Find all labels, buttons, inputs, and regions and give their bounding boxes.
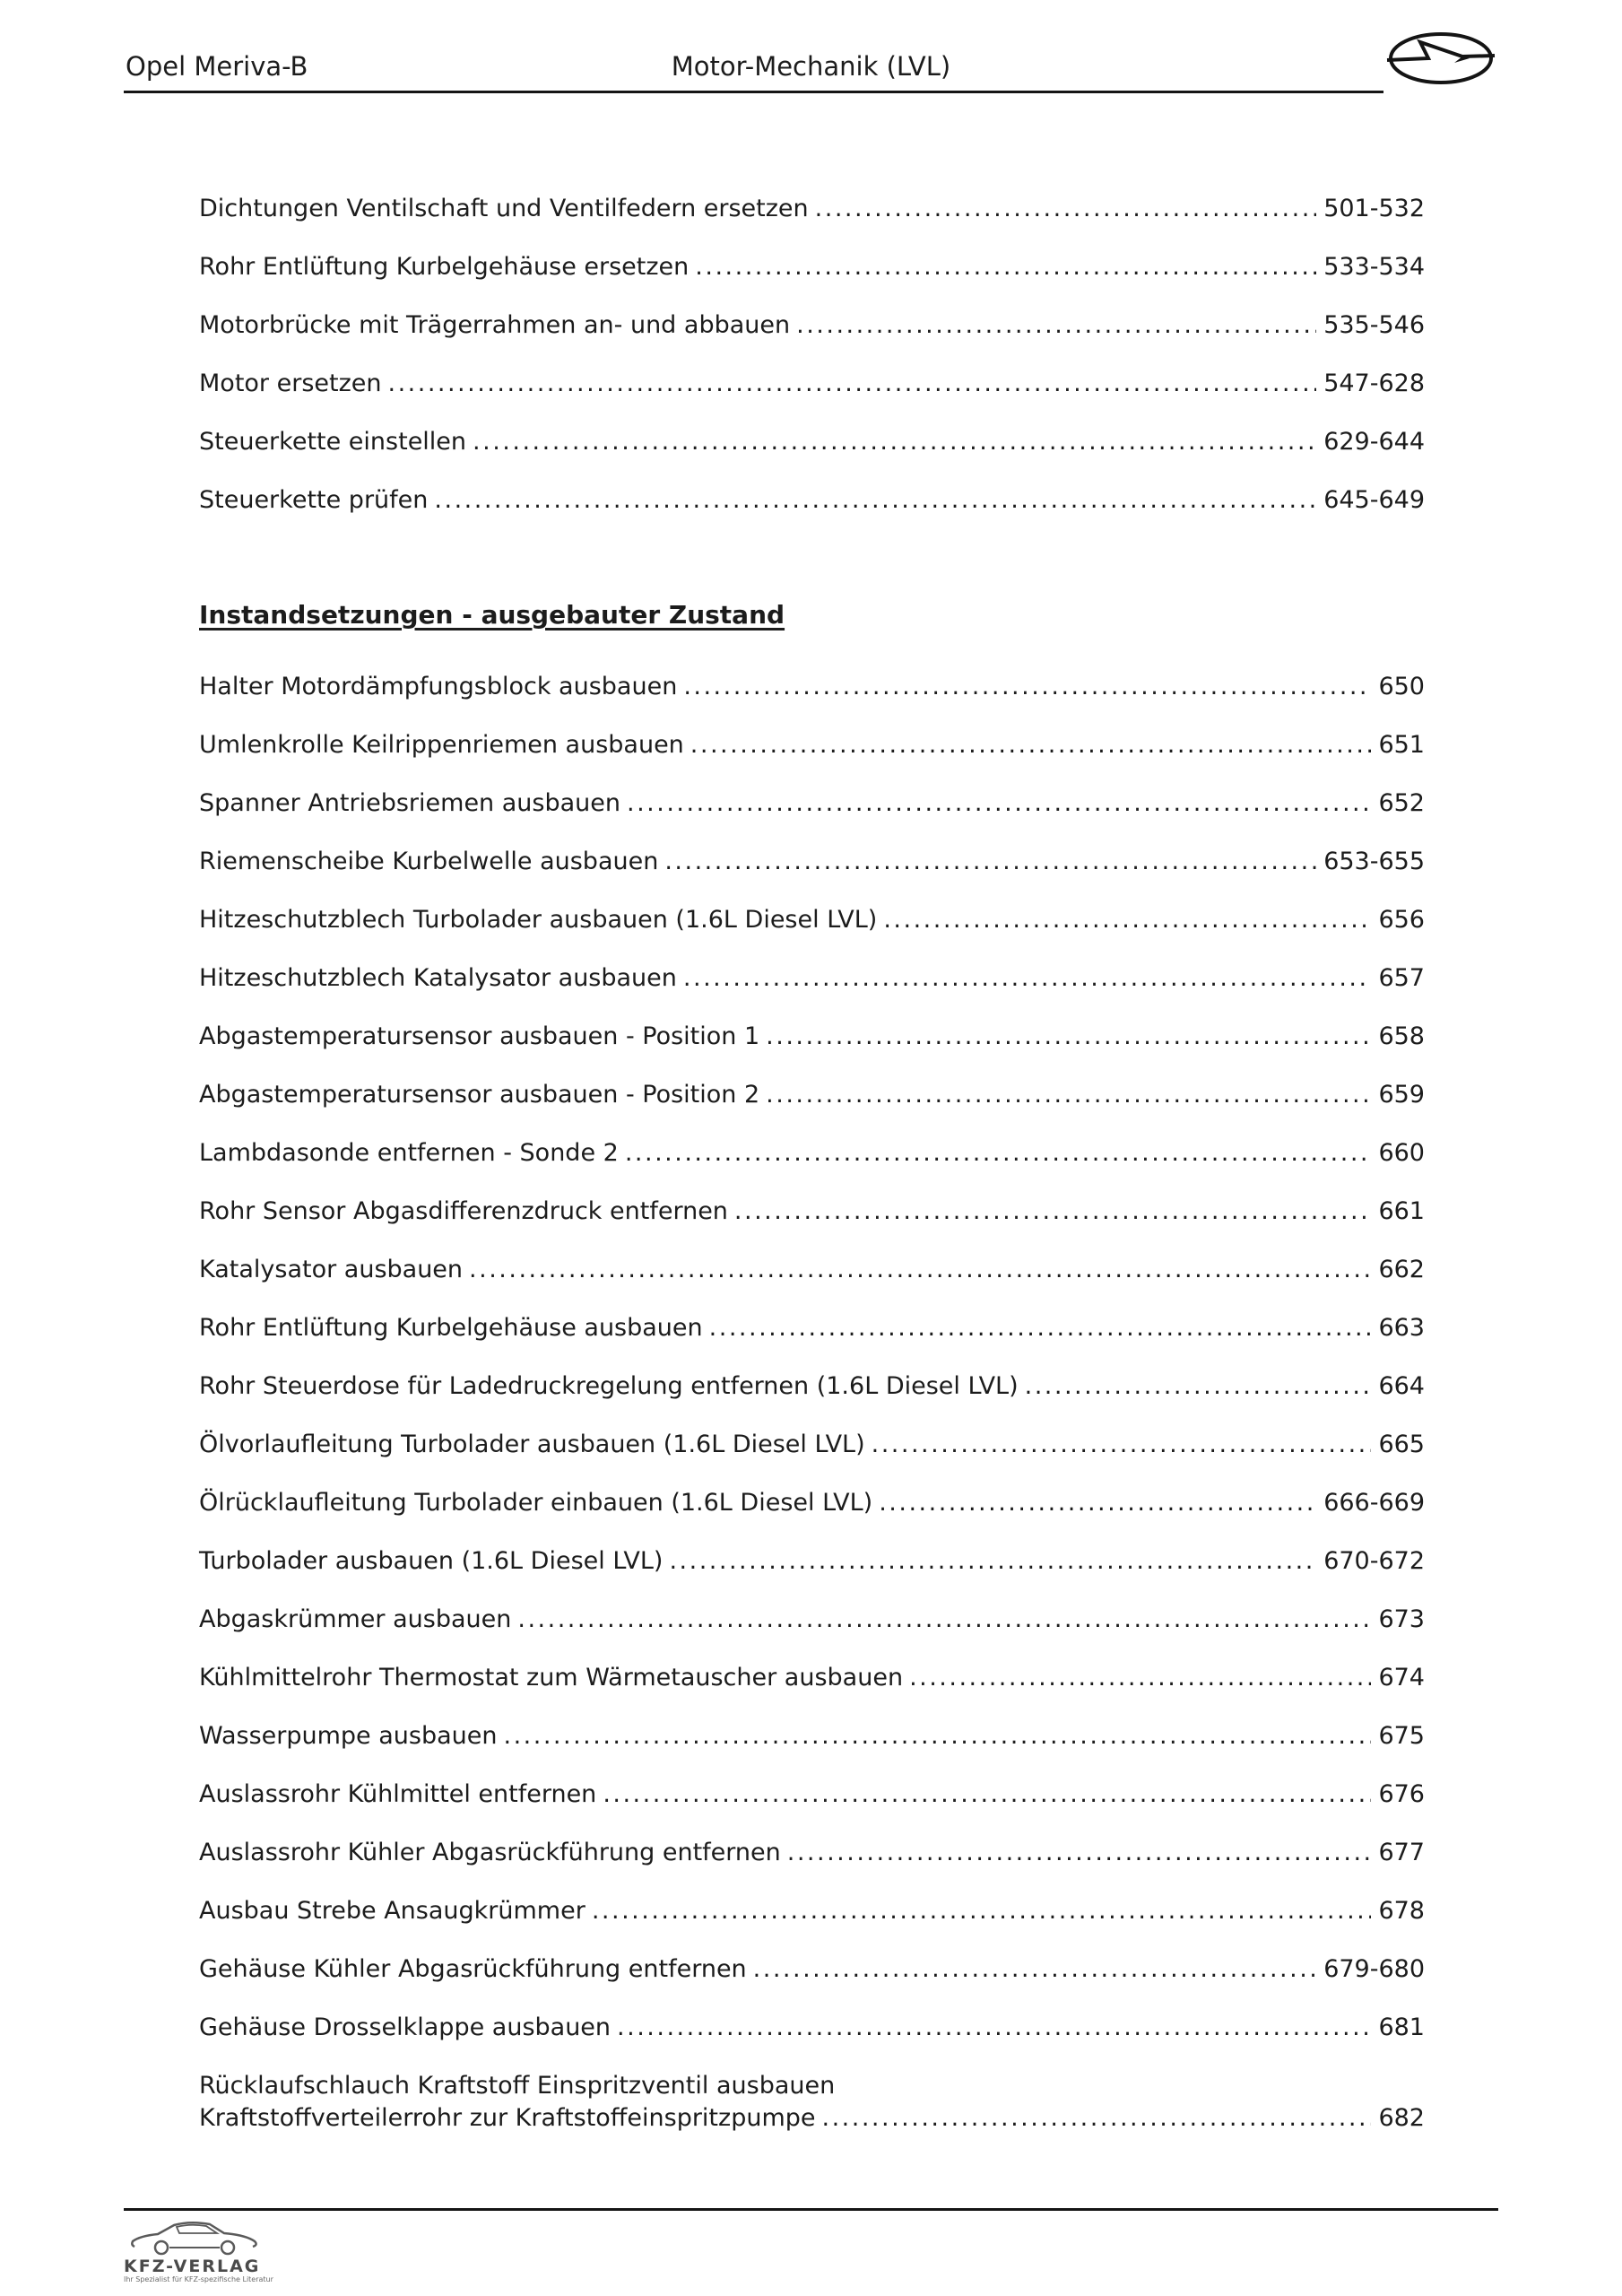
- toc-entry: [199, 1720, 1425, 1752]
- toc-entry-row: [199, 251, 1425, 283]
- dot-leader: [592, 1895, 1372, 1927]
- toc-entry-pages: 533-534: [1323, 253, 1425, 281]
- toc-entry-title: Umlenkrolle Keilrippenriemen ausbauen: [199, 731, 684, 759]
- publisher-tagline: Ihr Spezialist für KFZ-spezifische Literatur: [124, 2275, 273, 2283]
- toc-entry-row: [199, 846, 1425, 878]
- toc-entry-row: [199, 1370, 1425, 1403]
- toc-entry-pages: 678: [1378, 1897, 1425, 1925]
- toc-entry-title: Abgastemperatursensor ausbauen - Position 2: [199, 1081, 760, 1109]
- toc-entry-row: [199, 671, 1425, 703]
- toc-entry: [199, 1895, 1425, 1927]
- toc-entry-pages: 535-546: [1323, 311, 1425, 339]
- toc-entry-pages: 629-644: [1323, 428, 1425, 456]
- toc-entry-pages: 650: [1378, 673, 1425, 700]
- toc-entry-title: Gehäuse Drosselklappe ausbauen: [199, 2013, 612, 2041]
- toc-entry-row: [199, 1312, 1425, 1344]
- toc-entry-extra-line: Rücklaufschlauch Kraftstoff Einspritzventil ausbauen: [199, 2072, 836, 2100]
- toc-entry-title: Riemenscheibe Kurbelwelle ausbauen: [199, 848, 659, 875]
- toc-entry-title: Abgaskrümmer ausbauen: [199, 1605, 512, 1633]
- toc-entry-pages: 656: [1378, 906, 1425, 934]
- toc-entry: [199, 1779, 1425, 1811]
- toc-entry-row: [199, 1137, 1425, 1170]
- toc-entry-title: Lambdasonde entfernen - Sonde 2: [199, 1139, 619, 1167]
- toc-entry-pages: 681: [1378, 2013, 1425, 2041]
- toc-entry-pages: 673: [1378, 1605, 1425, 1633]
- toc-entry-title: Spanner Antriebsriemen ausbauen: [199, 789, 620, 817]
- toc-entry-pages: 658: [1378, 1022, 1425, 1050]
- toc-entry-row: [199, 1662, 1425, 1694]
- toc-entry: [199, 1370, 1425, 1403]
- toc-entry-title: Rohr Entlüftung Kurbelgehäuse ausbauen: [199, 1314, 703, 1342]
- dot-leader: [883, 904, 1371, 936]
- toc-entry-title: Dichtungen Ventilschaft und Ventilfedern ersetzen: [199, 195, 809, 222]
- toc-entry-pages: 666-669: [1323, 1489, 1425, 1517]
- toc-entry-row: [199, 1079, 1425, 1111]
- toc-entry-pages: 677: [1378, 1839, 1425, 1866]
- dot-leader: [709, 1312, 1372, 1344]
- toc-entry-pages: 676: [1378, 1780, 1425, 1808]
- header-chapter-title: Motor-Mechanik (LVL): [671, 51, 951, 82]
- toc-entry-title: Katalysator ausbauen: [199, 1256, 464, 1283]
- toc-entry: [199, 1254, 1425, 1286]
- toc-entry-title: Rohr Entlüftung Kurbelgehäuse ersetzen: [199, 253, 690, 281]
- dot-leader: [603, 1779, 1371, 1811]
- opel-blitz-logo-icon: [1383, 19, 1498, 96]
- toc-entry-pages: 653-655: [1323, 848, 1425, 875]
- dot-leader: [734, 1196, 1372, 1228]
- header-vehicle-title: Opel Meriva-B: [126, 51, 308, 82]
- toc-entry: [199, 1837, 1425, 1869]
- toc-entry: [199, 846, 1425, 878]
- toc-entry: [199, 787, 1425, 820]
- publisher-logo: [124, 2218, 294, 2284]
- toc-entry: [199, 671, 1425, 703]
- toc-entry-title: Hitzeschutzblech Turbolader ausbauen (1.6L Diesel LVL): [199, 906, 878, 934]
- toc-entry-pages: 659: [1378, 1081, 1425, 1109]
- dot-leader: [627, 787, 1371, 820]
- page-header: [124, 0, 1498, 93]
- dot-leader: [625, 1137, 1372, 1170]
- page-footer: [124, 2208, 1498, 2284]
- dot-leader: [517, 1604, 1371, 1636]
- toc-entry-row: [199, 309, 1425, 342]
- toc-entry-row: [199, 1895, 1425, 1927]
- toc-entry-title: Auslassrohr Kühler Abgasrückführung entfernen: [199, 1839, 781, 1866]
- toc-entry-pages: 670-672: [1323, 1547, 1425, 1575]
- toc-entry-row: [199, 729, 1425, 761]
- toc-entry-row: [199, 1021, 1425, 1053]
- toc-entry-pages: 652: [1378, 789, 1425, 817]
- toc-section-list: [199, 671, 1425, 2135]
- toc-entry-pages: 662: [1378, 1256, 1425, 1283]
- dot-leader: [815, 193, 1317, 225]
- toc-entry: [199, 1196, 1425, 1228]
- section-heading: Instandsetzungen - ausgebauter Zustand: [199, 600, 785, 630]
- toc-entry-row: [199, 1837, 1425, 1869]
- dot-leader: [617, 2012, 1371, 2044]
- dot-leader: [683, 671, 1371, 703]
- dot-leader: [872, 1429, 1372, 1461]
- toc-entry-title: Turbolader ausbauen (1.6L Diesel LVL): [199, 1547, 664, 1575]
- toc-entry: [199, 1312, 1425, 1344]
- dot-leader: [473, 426, 1316, 458]
- toc-entry: [199, 962, 1425, 995]
- toc-entry: [199, 2070, 1425, 2135]
- toc-entry-row: [199, 1720, 1425, 1752]
- toc-entry: [199, 1604, 1425, 1636]
- toc-entry-row: [199, 1429, 1425, 1461]
- toc-continued-list: [199, 193, 1425, 517]
- toc-entry: [199, 426, 1425, 458]
- toc-entry-pages: 661: [1378, 1197, 1425, 1225]
- toc-entry-row: [199, 1254, 1425, 1286]
- toc-entry-row: [199, 1779, 1425, 1811]
- toc-entry: [199, 1545, 1425, 1578]
- toc-entry-row: [199, 2012, 1425, 2044]
- toc-entry-title: Steuerkette einstellen: [199, 428, 467, 456]
- car-outline-icon: [127, 2218, 262, 2257]
- toc-entry-title: Abgastemperatursensor ausbauen - Position 1: [199, 1022, 760, 1050]
- toc-entry-pages: 660: [1378, 1139, 1425, 1167]
- toc-entry-row: [199, 193, 1425, 225]
- dot-leader: [909, 1662, 1371, 1694]
- toc-entry: [199, 1487, 1425, 1519]
- toc-entry: [199, 1662, 1425, 1694]
- toc-entry-pages: 675: [1378, 1722, 1425, 1750]
- toc-entry-title: Rohr Steuerdose für Ladedruckregelung entfernen (1.6L Diesel LVL): [199, 1372, 1019, 1400]
- dot-leader: [766, 1021, 1371, 1053]
- toc-entry-title: Motor ersetzen: [199, 370, 382, 397]
- dot-leader: [822, 2102, 1372, 2135]
- toc-entry-pages: 664: [1378, 1372, 1425, 1400]
- toc-entry: [199, 1137, 1425, 1170]
- dot-leader: [434, 484, 1316, 517]
- toc-entry: [199, 2012, 1425, 2044]
- toc-entry: [199, 368, 1425, 400]
- toc-entry-pages: 645-649: [1323, 486, 1425, 514]
- toc-entry: [199, 1021, 1425, 1053]
- toc-entry-title: Kraftstoffverteilerrohr zur Kraftstoffeinspritzpumpe: [199, 2104, 816, 2132]
- dot-leader: [695, 251, 1316, 283]
- toc-entry-title: Kühlmittelrohr Thermostat zum Wärmetauscher ausbauen: [199, 1664, 904, 1692]
- dot-leader: [1025, 1370, 1372, 1403]
- toc-entry: [199, 904, 1425, 936]
- dot-leader: [753, 1953, 1317, 1986]
- toc: [0, 93, 1622, 2135]
- toc-entry-row: [199, 904, 1425, 936]
- toc-entry-row: [199, 1953, 1425, 1986]
- dot-leader: [766, 1079, 1371, 1111]
- toc-entry-title: Ölrücklaufleitung Turbolader einbauen (1.6L Diesel LVL): [199, 1489, 873, 1517]
- toc-entry-title: Auslassrohr Kühlmittel entfernen: [199, 1780, 597, 1808]
- toc-entry-row: [199, 962, 1425, 995]
- toc-entry-pages: 651: [1378, 731, 1425, 759]
- toc-entry-row: [199, 2102, 1425, 2135]
- toc-entry-pages: 663: [1378, 1314, 1425, 1342]
- toc-entry-title: Motorbrücke mit Trägerrahmen an- und abbauen: [199, 311, 791, 339]
- toc-entry-pages: 501-532: [1323, 195, 1425, 222]
- toc-entry-row: [199, 368, 1425, 400]
- toc-entry-title: Wasserpumpe ausbauen: [199, 1722, 498, 1750]
- toc-entry-title: Hitzeschutzblech Katalysator ausbauen: [199, 964, 677, 992]
- toc-entry-row: [199, 1604, 1425, 1636]
- toc-entry-row: [199, 787, 1425, 820]
- toc-entry-title: Rohr Sensor Abgasdifferenzdruck entfernen: [199, 1197, 728, 1225]
- dot-leader: [387, 368, 1316, 400]
- publisher-name: KFZ-VERLAG: [124, 2257, 261, 2276]
- toc-entry-pages: 657: [1378, 964, 1425, 992]
- toc-entry-pages: 679-680: [1323, 1955, 1425, 1983]
- toc-entry-title: Halter Motordämpfungsblock ausbauen: [199, 673, 678, 700]
- toc-entry: [199, 484, 1425, 517]
- toc-entry: [199, 1953, 1425, 1986]
- toc-entry-title: Ölvorlaufleitung Turbolader ausbauen (1.6L Diesel LVL): [199, 1431, 865, 1458]
- toc-entry: [199, 251, 1425, 283]
- toc-entry-title: Steuerkette prüfen: [199, 486, 429, 514]
- dot-leader: [787, 1837, 1372, 1869]
- dot-leader: [879, 1487, 1316, 1519]
- toc-entry: [199, 1079, 1425, 1111]
- dot-leader: [796, 309, 1316, 342]
- toc-entry: [199, 309, 1425, 342]
- toc-entry-title: Ausbau Strebe Ansaugkrümmer: [199, 1897, 585, 1925]
- toc-entry: [199, 729, 1425, 761]
- toc-entry: [199, 1429, 1425, 1461]
- dot-leader: [664, 846, 1316, 878]
- toc-entry-row: [199, 1196, 1425, 1228]
- toc-entry-pages: 674: [1378, 1664, 1425, 1692]
- toc-entry-row: [199, 426, 1425, 458]
- dot-leader: [683, 962, 1372, 995]
- dot-leader: [669, 1545, 1316, 1578]
- toc-entry: [199, 193, 1425, 225]
- toc-entry-title: Gehäuse Kühler Abgasrückführung entfernen: [199, 1955, 747, 1983]
- dot-leader: [690, 729, 1372, 761]
- dot-leader: [504, 1720, 1372, 1752]
- toc-entry-pages: 547-628: [1323, 370, 1425, 397]
- toc-entry-row: [199, 1545, 1425, 1578]
- toc-entry-row: [199, 1487, 1425, 1519]
- toc-entry-pages: 665: [1378, 1431, 1425, 1458]
- toc-entry-row: [199, 484, 1425, 517]
- dot-leader: [469, 1254, 1371, 1286]
- toc-entry-pages: 682: [1378, 2104, 1425, 2132]
